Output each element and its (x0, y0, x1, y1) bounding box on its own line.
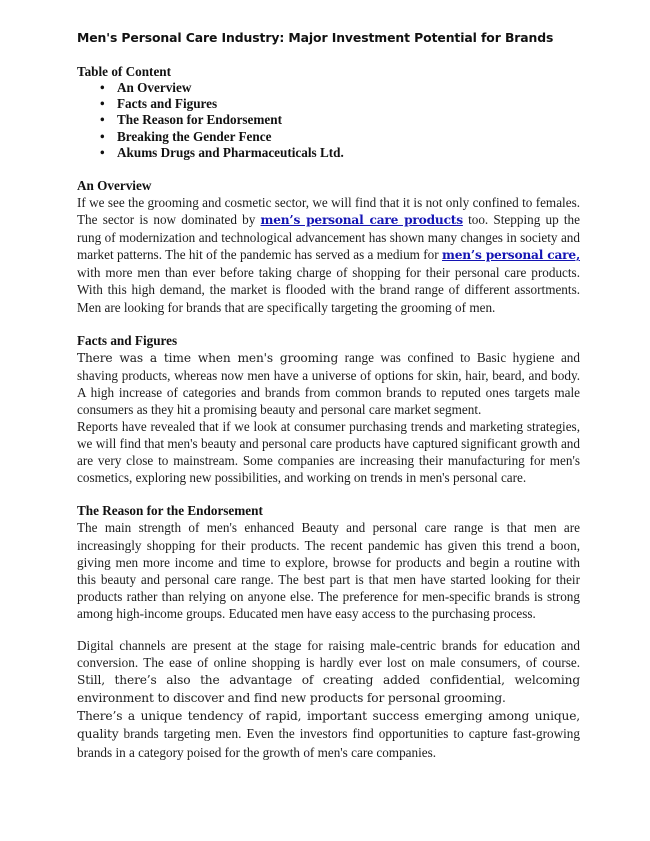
paragraph-text: If we see the grooming and cosmetic sector, we will find that it is not only confined to females. The sector is now dominated by (77, 195, 580, 228)
section-heading-an-overview: An Overview (77, 178, 152, 194)
toc-item-label: An Overview (117, 80, 192, 95)
bullet-icon: • (100, 144, 105, 160)
list-item (77, 129, 580, 145)
toc-item-label: Facts and Figures (117, 96, 218, 112)
paragraph-overview (77, 194, 580, 316)
table-of-contents (77, 80, 580, 161)
page-title: Men's Personal Care Industry: Major Investment Potential for Brands (77, 30, 554, 45)
paragraph-endorsement-2 (77, 637, 580, 707)
paragraph-text: Still, there’s also the advantage of creating added confidential, welcoming environment to discover and find new products for personal grooming. (77, 673, 580, 706)
toc-item-label: Akums Drugs and Pharmaceuticals Ltd. (117, 144, 344, 160)
paragraph-facts-1 (77, 349, 580, 418)
toc-item-label: The Reason for Endorsement (117, 112, 282, 128)
list-item (77, 145, 580, 161)
list-item (77, 96, 580, 112)
paragraph-text: with more men than ever before taking charge of shopping for their personal care products. With this high demand, the market is flooded with the brand range of different assortments. Men are looking for brands that are specifically targeting the grooming of men. (77, 265, 580, 315)
link-mens-personal-care-products[interactable]: men’s personal care products (260, 213, 463, 228)
toc-heading: Table of Content (77, 64, 172, 79)
section-heading-reason-for-endorsement: The Reason for the Endorsement (77, 503, 263, 519)
document-content (77, 30, 580, 761)
list-item (77, 80, 580, 96)
paragraph-endorsement-3 (77, 707, 580, 760)
paragraph-text: There’s a unique tendency of rapid, important success emerging among unique, quality (77, 709, 580, 742)
paragraph-text: There was a time when men's grooming (77, 350, 339, 365)
bullet-icon: • (100, 80, 105, 95)
bullet-icon: • (100, 128, 105, 144)
section-heading-facts-and-figures: Facts and Figures (77, 332, 178, 348)
paragraph-facts-2: Reports have revealed that if we look at consumer purchasing trends and marketing strategies, we will find that men's beauty and personal care products have captured significant growth and are very close to mainstream. Some companies are increasing their manufacturing for men's cosmetics, exploring new possibilities, and working on trends in men's personal care. (77, 419, 580, 486)
toc-item-label: Breaking the Gender Fence (117, 128, 272, 144)
bullet-icon: • (100, 112, 105, 128)
link-mens-personal-care[interactable]: men’s personal care, (442, 248, 580, 263)
paragraph-text: too. Stepping up the rung of modernization and technological advancement has shown many changes in society and market patterns. The hit of the pandemic has served as a medium for (77, 212, 580, 263)
paragraph-endorsement-1: The main strength of men's enhanced Beauty and personal care range is that men are increasingly shopping for their products. The recent pandemic has given this trend a boon, giving men more income and time to explore, browse for products and begin a routine with this beauty and personal care range. The best part is that men have started looking for their products rather than relying on anyone else. The preference for men-specific brands is strong among high-income groups. Educated men have easy access to the purchasing process. (77, 520, 580, 621)
list-item (77, 112, 580, 128)
paragraph-text: brands targeting men. Even the investors find opportunities to capture fast-growing brands in a category poised for the growth of men's care companies. (77, 726, 580, 760)
bullet-icon: • (100, 96, 105, 112)
paragraph-text: range was confined to Basic hygiene and shaving products, whereas now men have a universe of options for skin, hair, beard, and body. A high increase of categories and brands from common brands to reputed ones targets male consumers as they hit a promising beauty and personal care market segment. (77, 349, 580, 417)
paragraph-text: Digital channels are present at the stage for raising male-centric brands for education and conversion. The ease of online shopping is hardly ever lost on male consumers, of course. (77, 637, 580, 671)
